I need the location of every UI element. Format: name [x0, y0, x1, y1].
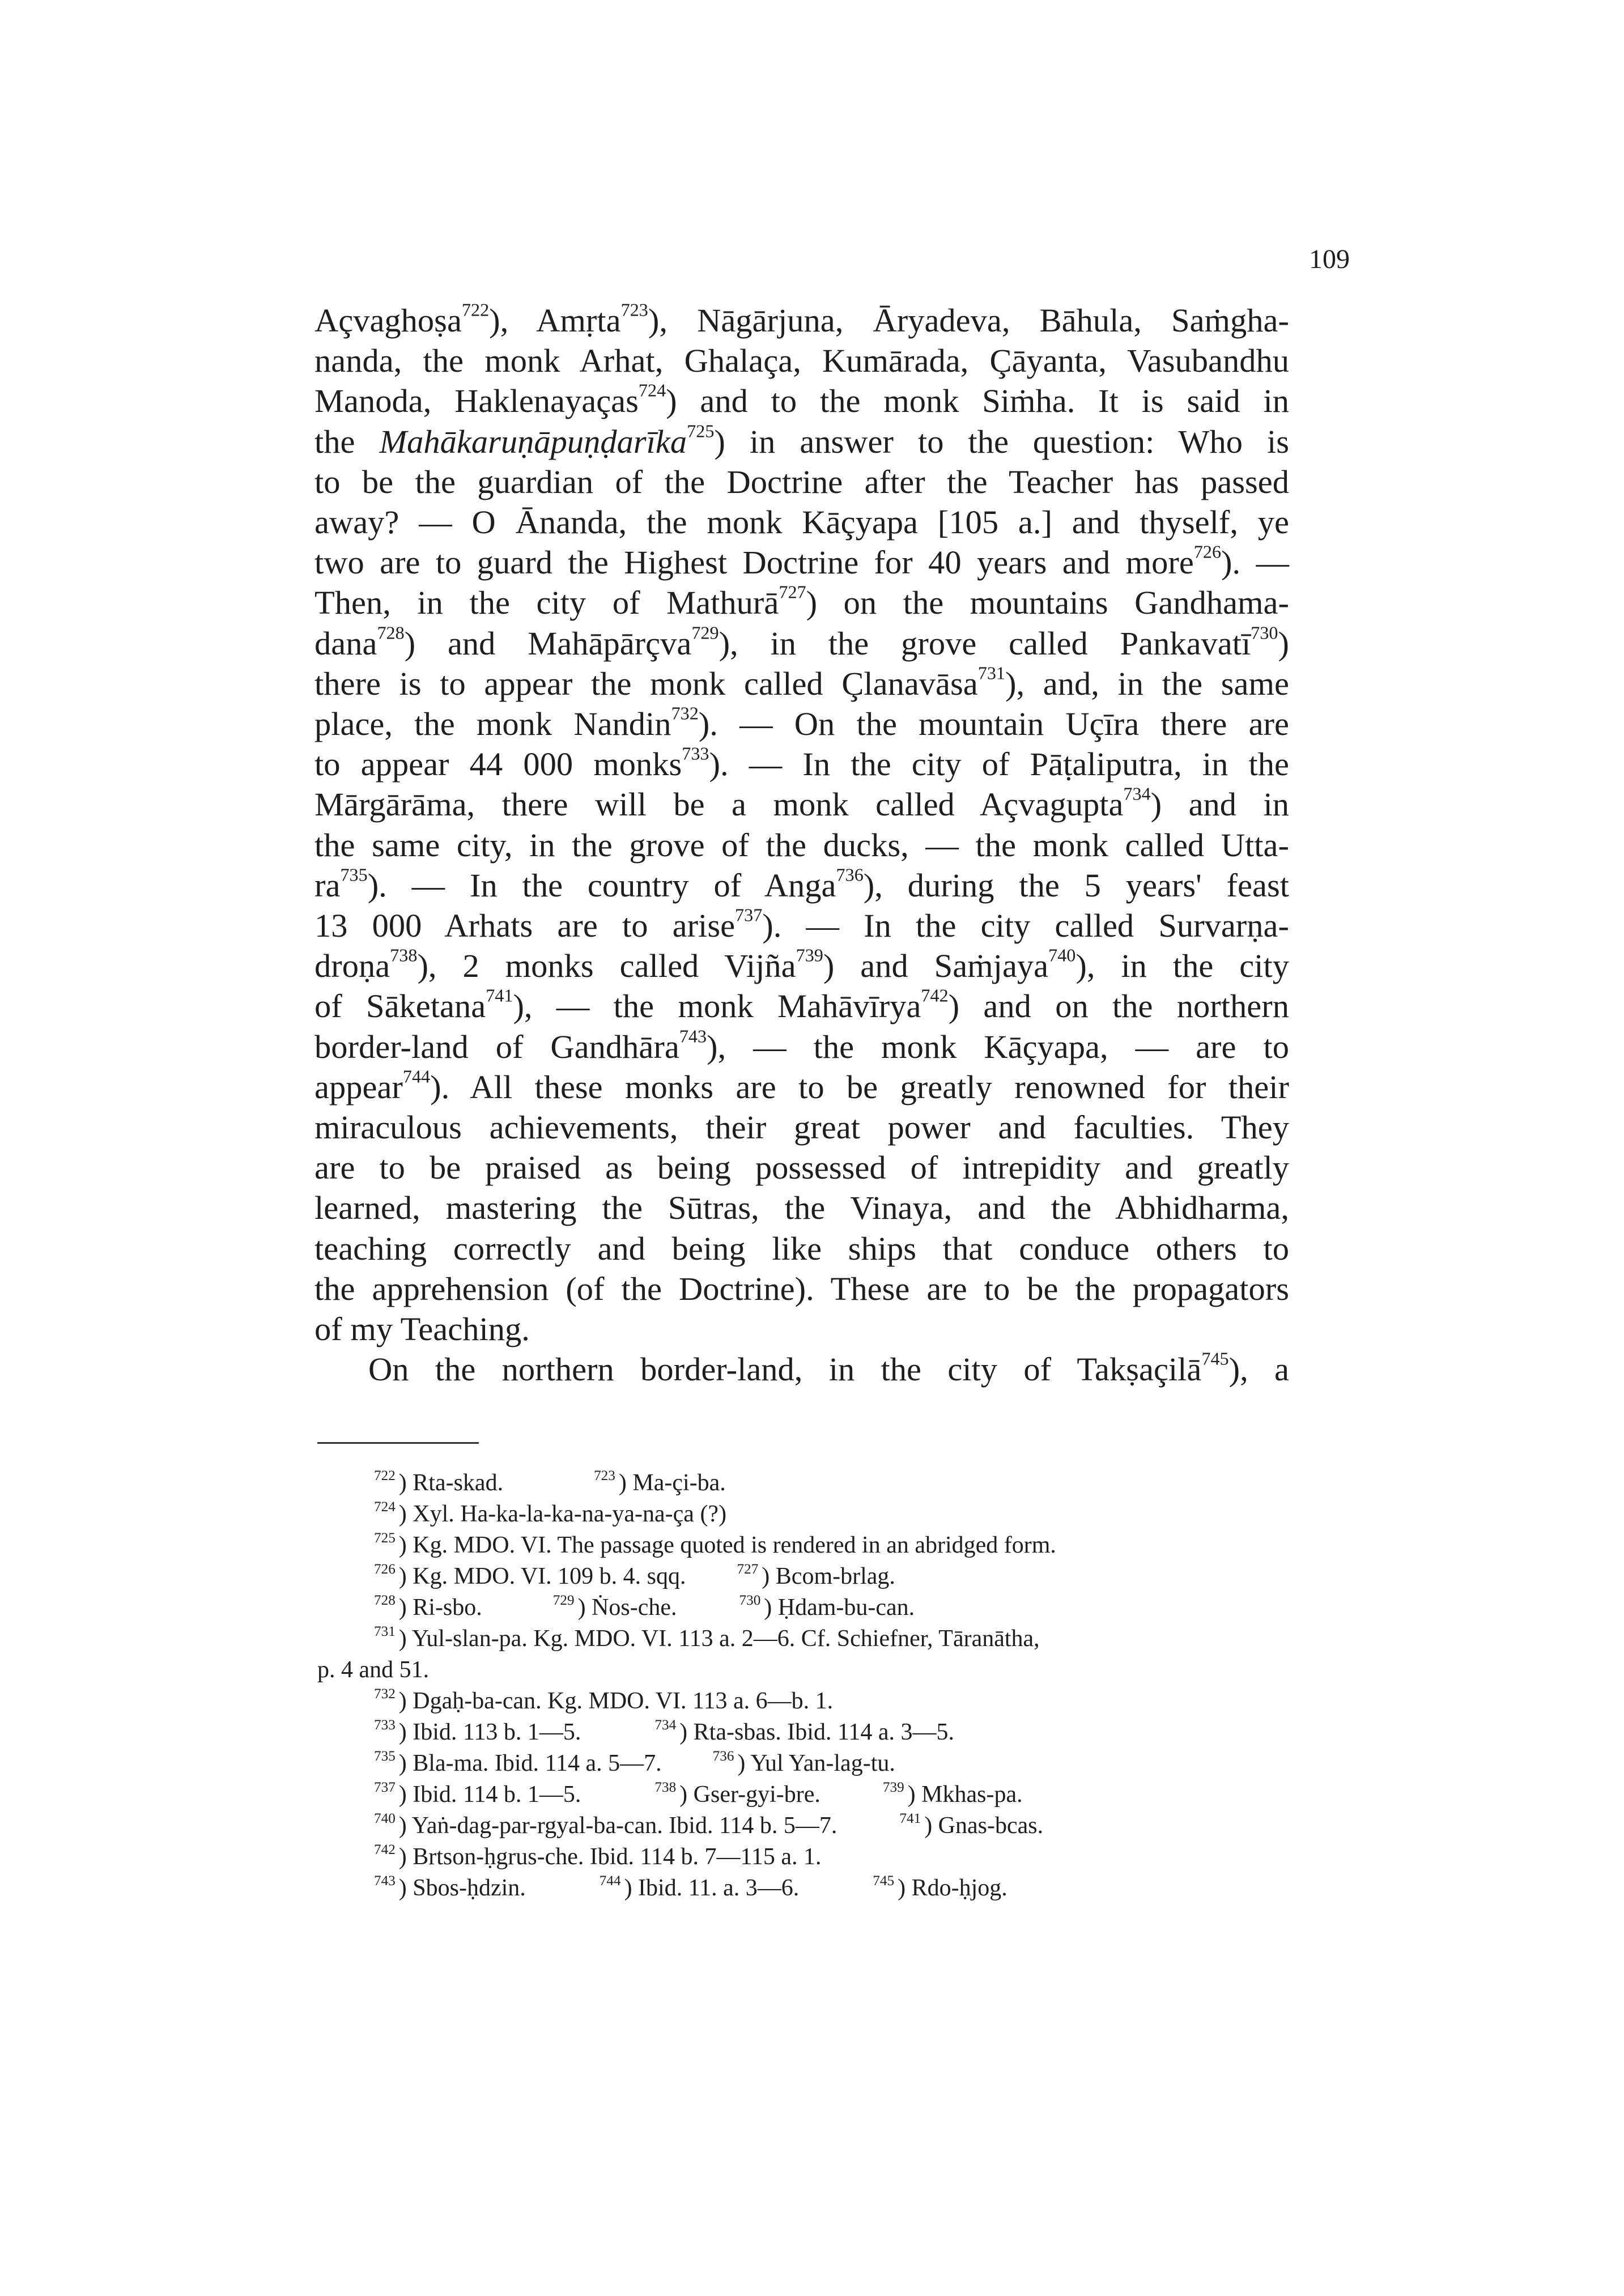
footnote-line: p. 4 and 51. [317, 1657, 430, 1683]
text-line: droṇa$^{738}$), 2 monks called Vijña$^{739}$) and Saṁjaya$^{740}$), in the city [314, 945, 1289, 985]
footnote-742: $^{742}$ ) Brtson-ḥgrus-che. Ibid. 114 b. 7—115 a. 1. [374, 1842, 822, 1870]
footnote-rule [317, 1442, 479, 1444]
footnote-line [374, 1842, 1303, 1873]
footnote-740: $^{740}$ ) Yaṅ-dag-par-rgyal-ba-can. Ibid. 114 b. 5—7. [374, 1811, 837, 1839]
footnote-741: $^{741}$ ) Gnas-bcas. [899, 1811, 1044, 1839]
footnote-line [374, 1499, 1303, 1530]
footnote-line [374, 1561, 1303, 1592]
footnote-739: $^{739}$ ) Mkhas-pa. [882, 1780, 1023, 1808]
footnote-line [374, 1468, 1303, 1499]
text-line: of my Teaching. [314, 1311, 530, 1348]
footnotes [317, 1468, 1303, 1904]
footnote-735: $^{735}$ ) Bla-ma. Ibid. 114 a. 5—7. [374, 1749, 662, 1776]
page-number: 109 [1309, 244, 1350, 274]
text-line: 13 000 Arhats are to arise$^{737}$). — In the city called Survarṇa- [314, 904, 1289, 945]
text-line: two are to guard the Highest Doctrine for 40 years and more$^{726}$). — [314, 541, 1290, 581]
text-line: to appear 44 000 monks$^{733}$). — In the city of Pāṭaliputra, in the [314, 743, 1289, 783]
footnote-728: $^{728}$ ) Ri-sbo. [374, 1593, 482, 1621]
footnote-730: $^{730}$ ) Ḥdam-bu-can. [739, 1593, 915, 1621]
footnote-726: $^{726}$ ) Kg. MDO. VI. 109 b. 4. sqq. [374, 1562, 686, 1589]
text-line: Manoda, Haklenayaças$^{724}$) and to the monk Siṁha. It is said in [314, 380, 1289, 420]
text-line: there is to appear the monk called Çlanavāsa$^{731}$), and, in the same [314, 662, 1289, 702]
footnote-732: $^{732}$ ) Dgaḥ-ba-can. Kg. MDO. VI. 113 a. 6—b. 1. [374, 1686, 834, 1714]
footnote-line [374, 1748, 1303, 1779]
footnote-line [374, 1592, 1303, 1623]
footnote-729: $^{729}$ ) Ṅos-che. [552, 1593, 677, 1621]
footnote-line [374, 1717, 1303, 1748]
footnote-line [374, 1810, 1303, 1842]
text-line: miraculous achievements, their great power and faculties. They [314, 1109, 1289, 1146]
footnote-745: $^{745}$ ) Rdo-ḥjog. [873, 1873, 1007, 1901]
footnote-744: $^{744}$ ) Ibid. 11. a. 3—6. [599, 1873, 800, 1901]
footnote-737: $^{737}$ ) Ibid. 114 b. 1—5. [374, 1780, 581, 1808]
footnote-722: $^{722}$ ) Rta-skad. [374, 1468, 504, 1496]
text-line: the same city, in the grove of the ducks, — the monk called Utta- [314, 826, 1289, 864]
footnote-line [374, 1623, 1303, 1655]
footnote-723: $^{723}$ ) Ma-çi-ba. [594, 1468, 726, 1496]
text-line: border-land of Gandhāra$^{743}$), — the monk Kāçyapa, — are to [314, 1026, 1289, 1065]
text-line: $ra^{735}$). — In the country of Anga$^{736}$), during the 5 years' feast [314, 864, 1289, 904]
text-line: of Sāketana$^{741}$), — the monk Mahāvīrya$^{742}$) and on the northern [314, 985, 1289, 1025]
text-line: nanda, the monk Arhat, Ghalaça, Kumārada, Çāyanta, Vasubandhu [314, 342, 1289, 380]
text-line: the Mahākaruṇāpuṇḍarīka$^{725}$) in answer to the question: Who is [314, 420, 1289, 460]
footnote-727: $^{727}$ ) Bcom-brlag. [737, 1562, 895, 1589]
footnote-733: $^{733}$ ) Ibid. 113 b. 1—5. [374, 1717, 581, 1745]
footnote-line [374, 1873, 1303, 1904]
footnote-725: $^{725}$ ) Kg. MDO. VI. The passage quoted is rendered in an abridged form. [374, 1530, 1056, 1558]
footnote-734: $^{734}$ ) Rta-sbas. Ibid. 114 a. 3—5. [654, 1717, 955, 1745]
text-line: learned, mastering the Sūtras, the Vinaya, and the Abhidharma, [314, 1189, 1289, 1227]
text-line: Mārgārāma, there will be a monk called Açvagupta$^{734}$) and in [314, 784, 1289, 823]
text-line: are to be praised as being possessed of intrepidity and greatly [314, 1149, 1289, 1187]
footnote-line [374, 1686, 1303, 1717]
footnote-738: $^{738}$ ) Gser-gyi-bre. [654, 1780, 820, 1808]
text-line: the apprehension (of the Doctrine). These are to be the propagators [314, 1270, 1289, 1307]
text-line: away? — O Ānanda, the monk Kāçyapa [105 a.] and thyself, ye [314, 504, 1289, 541]
text-line: dana$^{728}$) and Mahāpārçva$^{729}$), in the grove called Pankavatī$^{730}$) [314, 622, 1289, 662]
text-line: place, the monk Nandin$^{732}$). — On the mountain Uçīra there are [314, 703, 1289, 743]
text-line: appear$^{744}$). All these monks are to be greatly renowned for their [314, 1066, 1289, 1106]
footnote-724: $^{724}$ ) Xyl. Ha-ka-la-ka-na-ya-na-ça (?) [374, 1499, 727, 1527]
footnote-743: $^{743}$ ) Sbos-ḥdzin. [374, 1873, 526, 1901]
text-line: Açvaghoṣa$^{722}$), Amṛta$^{723}$), Nāgārjuna, Āryadeva, Bāhula, Saṁgha- [314, 299, 1290, 339]
footnote-731: $^{731}$ ) Yul-slan-pa. Kg. MDO. VI. 113 a. 2—6. Cf. Schiefner, Tāranātha, [374, 1624, 1040, 1652]
footnote-line [374, 1779, 1303, 1810]
text-line: Then, in the city of Mathurā$^{727}$) on the mountains Gandhama- [314, 582, 1289, 622]
footnote-736: $^{736}$ ) Yul Yan-lag-tu. [712, 1749, 895, 1776]
text-line: to be the guardian of the Doctrine after the Teacher has passed [314, 463, 1289, 500]
footnote-line [374, 1530, 1303, 1561]
text-line: teaching correctly and being like ships that conduce others to [314, 1230, 1289, 1267]
text-line: On the northern border-land, in the city of Takṣaçilā$^{745}$), a [368, 1348, 1289, 1388]
main-text [314, 300, 1289, 1389]
